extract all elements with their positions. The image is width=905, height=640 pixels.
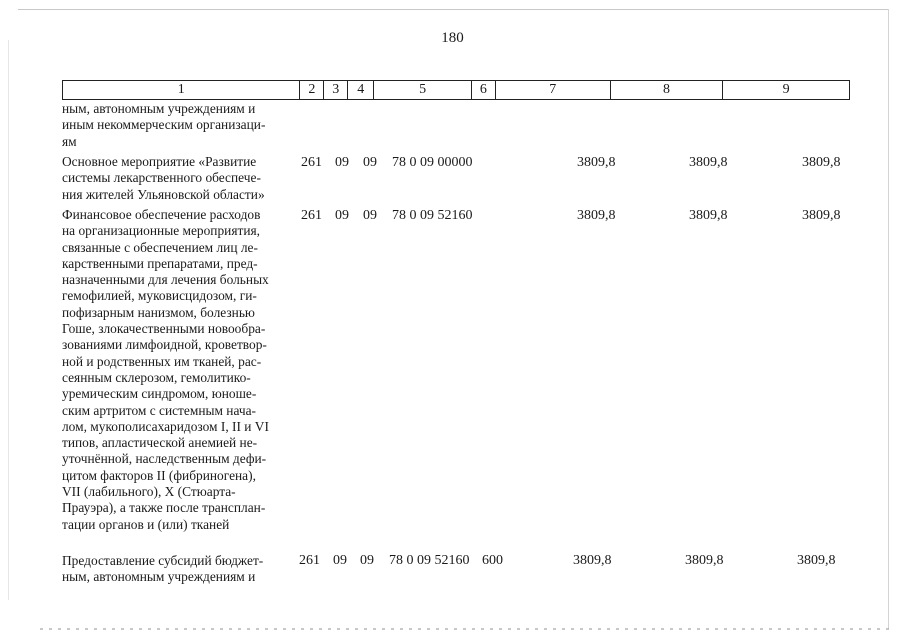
row-2-col-4: 09 xyxy=(363,155,377,170)
row-2-col-2: 261 xyxy=(301,155,322,170)
header-col-5: 5 xyxy=(374,81,472,99)
page-number: 180 xyxy=(441,30,464,46)
scan-noise-bottom xyxy=(40,628,890,630)
row-3-col-2: 261 xyxy=(301,208,322,223)
row-4-col-8: 3809,8 xyxy=(685,553,724,568)
header-col-9: 9 xyxy=(782,82,790,97)
header-col-1: 1 xyxy=(63,81,300,99)
header-col-3: 3 xyxy=(324,81,348,99)
scan-edge-right xyxy=(888,9,889,629)
row-4-col-3: 09 xyxy=(333,553,347,568)
scan-edge-top xyxy=(18,9,888,10)
row-3-col-9: 3809,8 xyxy=(802,208,841,223)
row-2-col-3: 09 xyxy=(335,155,349,170)
row-4-col-2: 261 xyxy=(299,553,320,568)
row-2-col-7: 3809,8 xyxy=(577,155,616,170)
row-4-col-9: 3809,8 xyxy=(797,553,836,568)
row-4-col-4: 09 xyxy=(360,553,374,568)
header-col-6: 6 xyxy=(472,81,496,99)
header-col-7: 7 xyxy=(496,81,611,99)
row-3-col-8: 3809,8 xyxy=(689,208,728,223)
row-4-col-5: 78 0 09 52160 xyxy=(389,553,470,568)
row-1-description: ным, автономным учреждениям и иным некоммерческим организаци- ям xyxy=(62,101,266,149)
scan-edge-left xyxy=(8,40,9,600)
row-2-description: Основное мероприятие «Развитие системы лекарственного обеспече- ния жителей Ульяновской области» xyxy=(62,154,265,202)
row-4-col-6: 600 xyxy=(482,553,503,568)
row-3-col-3: 09 xyxy=(335,208,349,223)
header-col-4: 4 xyxy=(348,81,374,99)
row-3-col-5: 78 0 09 52160 xyxy=(392,208,473,223)
row-3-col-4: 09 xyxy=(363,208,377,223)
row-2-col-8: 3809,8 xyxy=(689,155,728,170)
header-col-8: 8 xyxy=(611,81,724,99)
row-2-col-9: 3809,8 xyxy=(802,155,841,170)
row-3-description: Финансовое обеспечение расходов на организационные мероприятия, связанные с обеспечением лиц ле- карственными препаратами, пред- назначенными для лечения больных гемофилией, муковисцидозом, ги- пофизарным нанизмом, болезнью Гоше, злокачественными новообра- зованиями лимфоидной, кроветвор- ной и родственных им тканей, рас- сеянным склерозом, гемолитико- уремическим синдромом, юноше- ским артритом с системным нача- лом, мукополисахаридозом I, II и VI типов, апластической анемией не- уточнённой, наследственным дефи- цитом факторов II (фибриногена), VII (лабильного), X (Стюарта- Прауэра), а также после трансплан- тации органов и (или) тканей xyxy=(62,207,269,532)
table-header-row xyxy=(62,80,850,100)
row-4-description: Предоставление субсидий бюджет- ным, автономным учреждениям и xyxy=(62,553,264,585)
header-col-2: 2 xyxy=(300,81,324,99)
row-4-col-7: 3809,8 xyxy=(573,553,612,568)
row-2-col-5: 78 0 09 00000 xyxy=(392,155,473,170)
row-3-col-7: 3809,8 xyxy=(577,208,616,223)
